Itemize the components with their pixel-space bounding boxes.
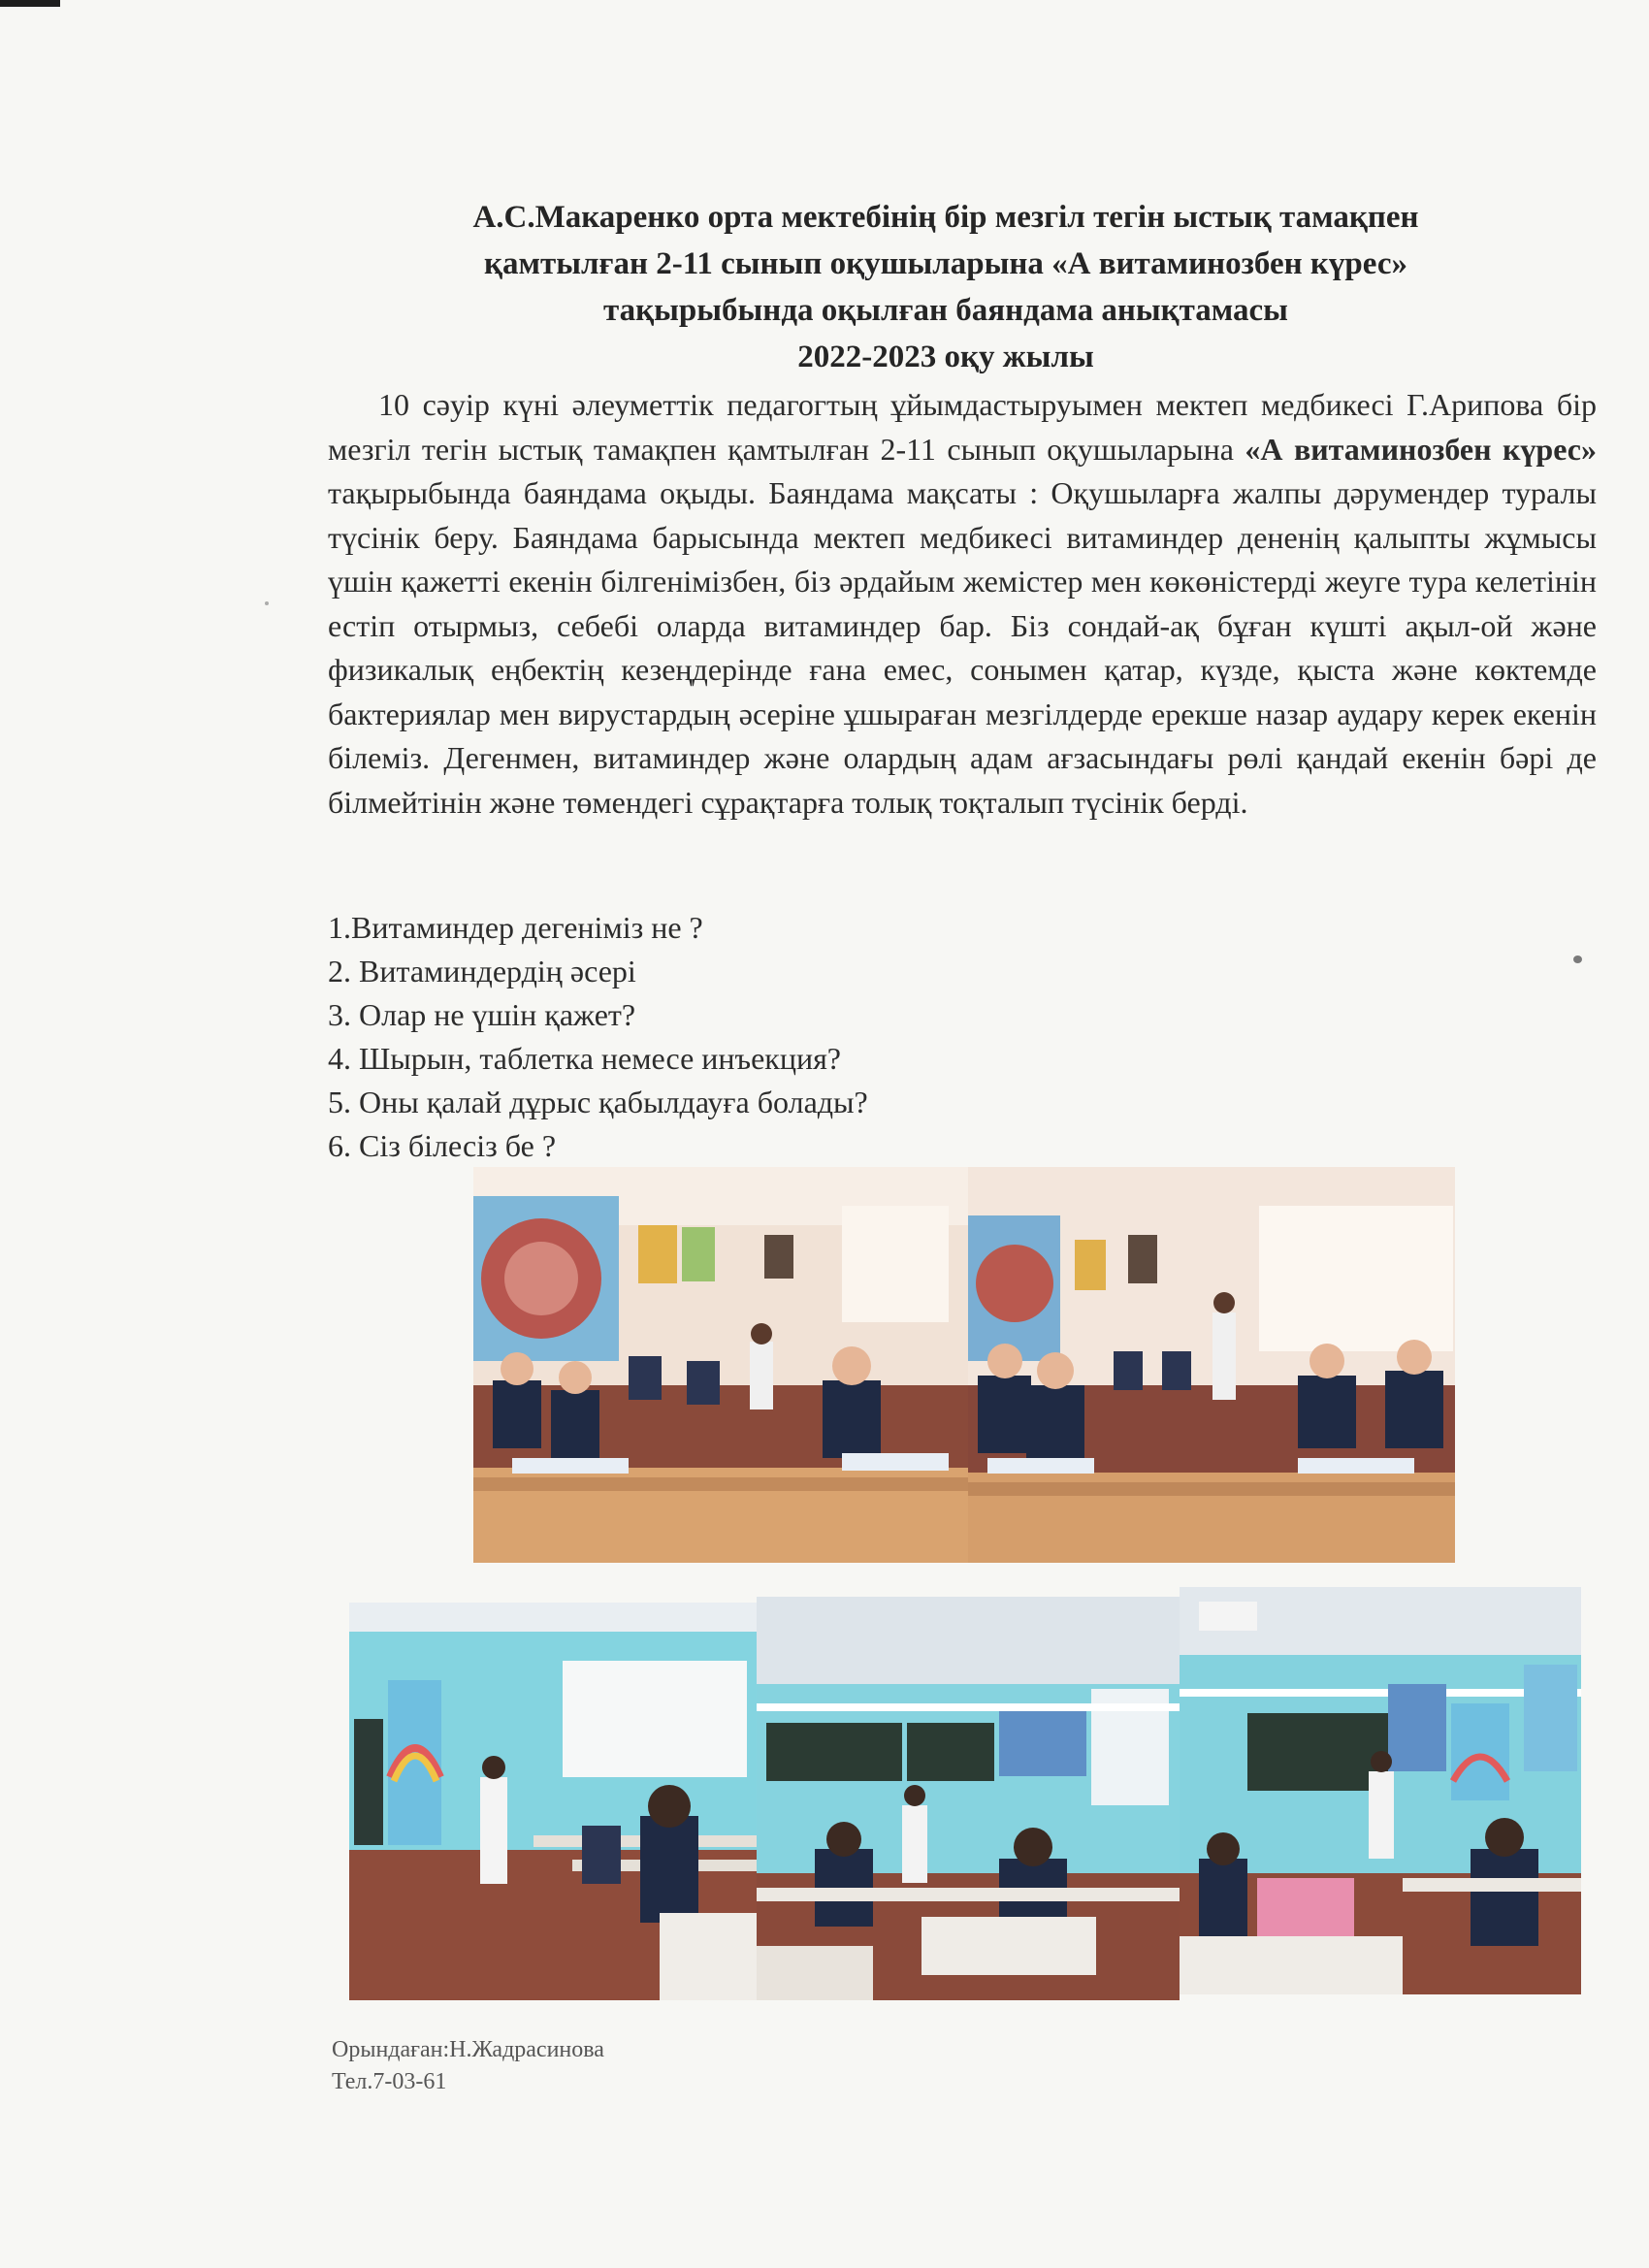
question-item: 1.Витаминдер дегеніміз не ? [328, 910, 703, 945]
question-list [328, 906, 1298, 1168]
report-text-part: тақырыбында баяндама оқыды. Баяндама мақсаты : Оқушыларға жалпы дәрумендер туралы түсінік беру. Баяндама барысында мектеп медбикесі витаминдер дененің қалыпты жұмысы үшін қажетті екенін білгенімізбен, біз әрдайым жемістер мен көкөністерді жеуге тура келетінін естіп отырмыз, себебі оларда витаминдер бар. Біз сондай-ақ бұған күшті ақыл-ой және физикалық еңбектің кезеңдерінде ғана емес, сонымен қатар, күзде, қыста және көктемде бактериялар мен вирустардың әсеріне ұшыраған мезгілдерде ерекше назар аудару керек екенін білеміз. Дегенмен, витаминдер және олардың адам ағзасындағы рөлі қандай екенін бәрі де білмейтінін және төмендегі сұрақтарға толық тоқталып түсінік берді. [328, 475, 1597, 820]
phone-line: Тел.7-03-61 [332, 2069, 447, 2094]
classroom-photo [349, 1603, 757, 2000]
classroom-photo [968, 1167, 1455, 1563]
classroom-photo [1180, 1587, 1581, 1994]
title-line: А.С.Макаренко орта мектебінің бір мезгіл тегін ыстық тамақпен [472, 200, 1419, 235]
question-item: 5. Оны қалай дұрыс қабылдауға болады? [328, 1085, 868, 1119]
report-topic: «А витаминозбен күрес» [1245, 431, 1598, 467]
scan-edge-mark [0, 0, 60, 7]
title-line: қамтылған 2-11 сынып оқушыларына «А витаминозбен күрес» [484, 246, 1407, 281]
report-text-part: 10 сәуір күні әлеуметтік педагогтың ұйымдастыруымен мектеп медбикесі Г.Арипова бір мезгіл тегін ыстық тамақпен қамтылған 2-11 сынып оқушыларына [328, 387, 1597, 467]
document-footer [332, 2034, 604, 2098]
scan-speck [1573, 956, 1582, 963]
document-title [330, 194, 1562, 380]
report-paragraph [328, 383, 1597, 825]
question-item: 4. Шырын, таблетка немесе инъекция? [328, 1041, 841, 1076]
classroom-photo [757, 1597, 1180, 2000]
author-line: Орындаған:Н.Жадрасинова [332, 2037, 604, 2062]
question-item: 2. Витаминдердің әсері [328, 954, 636, 988]
question-item: 6. Сіз білесіз бе ? [328, 1128, 557, 1163]
scan-speck [265, 601, 269, 605]
academic-year: 2022-2023 оқу жылы [797, 340, 1094, 374]
classroom-photo [473, 1167, 968, 1563]
report-body [328, 383, 1597, 825]
title-line: тақырыбында оқылған баяндама анықтамасы [603, 293, 1288, 328]
question-item: 3. Олар не үшін қажет? [328, 997, 636, 1032]
